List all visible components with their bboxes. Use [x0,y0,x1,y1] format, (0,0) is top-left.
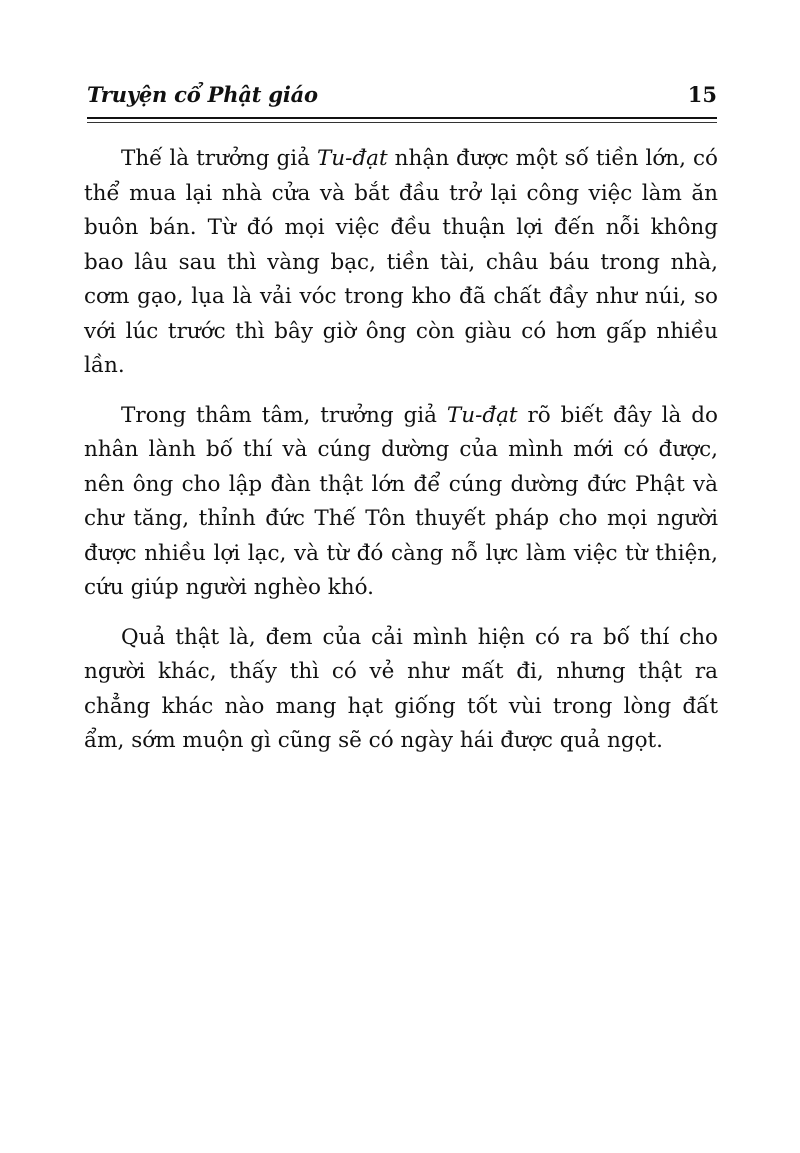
paragraph-2-segment: Trong thâm tâm, trưởng giả [121,402,447,428]
body-text [84,142,718,774]
paragraph-1-segment: Thế là trưởng giả [121,146,317,171]
page-header [87,82,717,116]
paragraph-2 [84,399,718,606]
paragraph-2-segment: rõ biết đây là do nhân lành bố thí và cúng dường của mình mới có được, nên ông cho lập đàn thật lớn để cúng dường đức Phật và chư tăng, thỉnh đức Thế Tôn thuyết pháp cho mọi người được nhiều lợi lạc, và từ đó càng nỗ lực làm việc từ thiện, cứu giúp người nghèo khó. [84,402,718,600]
header-rule-thick [87,117,717,119]
paragraph-2-name: Tu-đạt [446,402,518,428]
header-rule-thin [87,122,717,123]
running-title: Truyện cổ Phật giáo [87,82,318,107]
paragraph-3 [84,621,718,759]
paragraph-1 [84,142,718,384]
paragraph-3-segment: Quả thật là, đem của cải mình hiện có ra bố thí cho người khác, thấy thì có vẻ như mất đi, nhưng thật ra chẳng khác nào mang hạt giống tốt vùi trong lòng đất ẩm, sớm muộn gì cũng sẽ có ngày hái được quả ngọt. [84,624,718,753]
page-number: 15 [687,82,717,107]
paragraph-1-name: Tu-đạt [316,146,388,171]
paragraph-1-segment: nhận được một số tiền lớn, có thể mua lại nhà cửa và bắt đầu trở lại công việc làm ăn buôn bán. Từ đó mọi việc đều thuận lợi đến nỗi không bao lâu sau thì vàng bạc, tiền tài, châu báu trong nhà, cơm gạo, lụa là vải vóc trong kho đã chất đầy như núi, so với lúc trước thì bây giờ ông còn giàu có hơn gấp nhiều lần. [84,146,718,378]
